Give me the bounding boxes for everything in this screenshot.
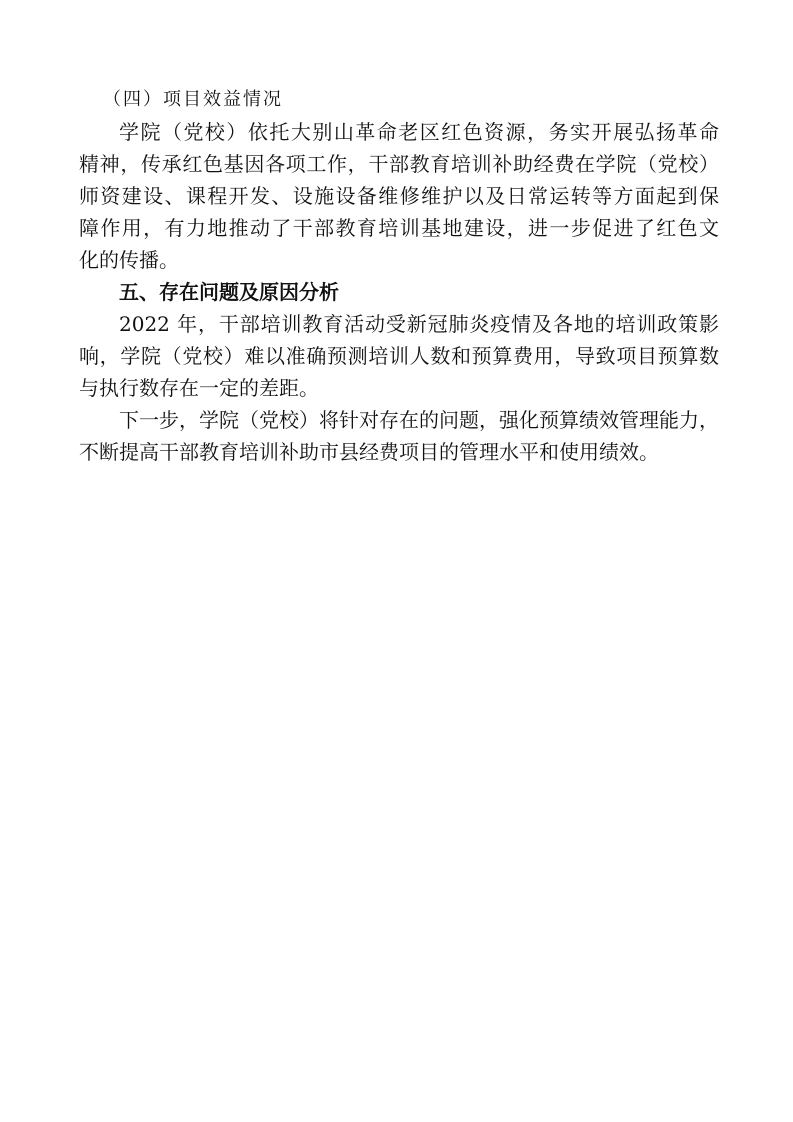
paragraph-line: 与执行数存在一定的差距。 — [79, 376, 319, 400]
paragraph-line: 2022 年，干部培训教育活动受新冠肺炎疫情及各地的培训政策影 — [119, 312, 719, 336]
subsection-heading: （四）项目效益情况 — [103, 89, 283, 110]
section-heading: 五、存在问题及原因分析 — [119, 280, 339, 304]
paragraph-line: 学院（党校）依托大别山革命老区红色资源，务实开展弘扬革命 — [119, 120, 719, 144]
paragraph-line: 师资建设、课程开发、设施设备维修维护以及日常运转等方面起到保 — [79, 184, 719, 208]
paragraph-line: 响，学院（党校）难以准确预测培训人数和预算费用，导致项目预算数 — [79, 344, 719, 368]
document-body — [79, 84, 719, 468]
paragraph-project-benefits — [79, 116, 719, 276]
paragraph-next-steps — [79, 404, 719, 468]
paragraph-line: 障作用，有力地推动了干部教育培训基地建设，进一步促进了红色文 — [79, 216, 719, 240]
paragraph-line: 不断提高干部教育培训补助市县经费项目的管理水平和使用绩效。 — [79, 440, 659, 464]
paragraph-problems — [79, 308, 719, 404]
paragraph-line: 下一步，学院（党校）将针对存在的问题，强化预算绩效管理能力， — [119, 408, 719, 432]
paragraph-line: 精神，传承红色基因各项工作，干部教育培训补助经费在学院（党校） — [79, 152, 719, 176]
paragraph-line: 化的传播。 — [79, 248, 179, 272]
